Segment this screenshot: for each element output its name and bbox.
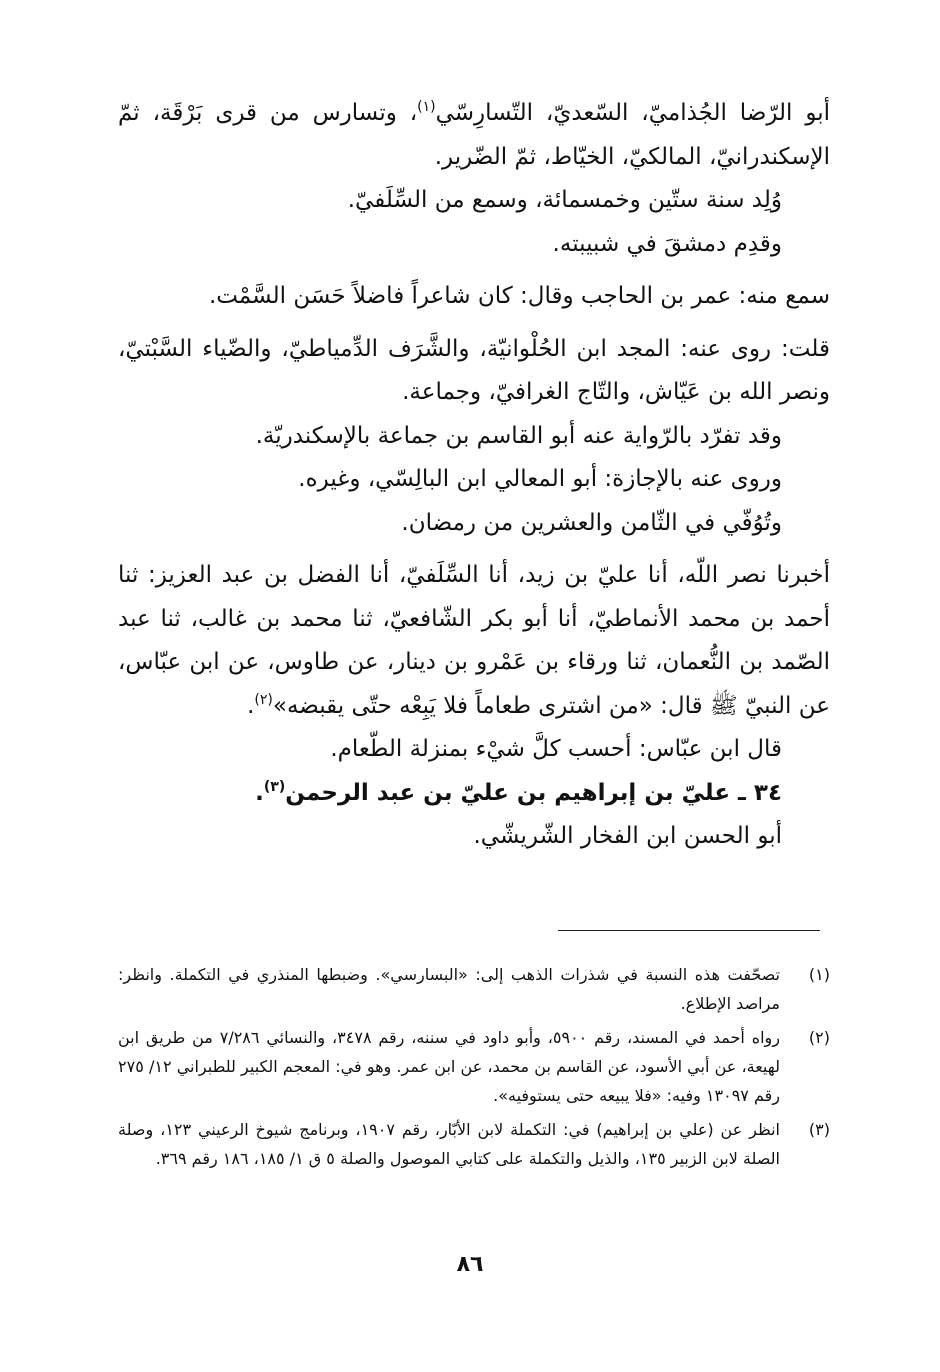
- paragraph-biography-names: أبو الرّضا الجُذاميّ، السّعديّ، التّسارِسّي$^{(١)}$، وتسارس من قرى بَرْقَة، ثمّ الإسكندرانيّ، المالكيّ، الخيّاط، ثمّ الضّرير.: [118, 99, 830, 170]
- paragraph-heard-from: سمع منه: عمر بن الحاجب وقال: كان شاعراً فاضلاً حَسَن السَّمْت.: [208, 283, 830, 309]
- footnote-text: انظر عن (علي بن إبراهيم) في: التكملة لابن الأبّار، رقم ١٩٠٧، وبرنامج شيوخ الرعيني ١٢٣، وصلة الصلة لابن الزبير ١٣٥، والذيل والتكملة على كتابي الموصول والصلة ٥ ق ١/ ١٨٥، ١٨٦ رقم ٣٦٩.: [118, 1120, 781, 1168]
- footnote-text: تصحّفت هذه النسبة في شذرات الذهب إلى: «البسارسي». وضبطها المنذري في التكملة. وانظر: مراصد الإطلاع.: [118, 965, 780, 1013]
- entry-heading: ٣٤ ـ عليّ بن إبراهيم بن عليّ بن عبد الرحمن$^{(٣)}$.: [255, 778, 782, 806]
- footnote-ref-2[interactable]: (٢): [254, 691, 273, 708]
- paragraph-birth: وُلِد سنة ستّين وخمسمائة، وسمع من السِّلَفيّ.: [347, 187, 782, 213]
- footnote-number: (٢): [808, 1028, 830, 1047]
- footnote-ref-1[interactable]: (١): [417, 99, 436, 115]
- paragraph-unique-narration: وقد تفرّد بالرّواية عنه أبو القاسم بن جماعة بالإسكندريّة.: [255, 422, 782, 449]
- paragraph-damascus: وقدِم دمشقَ في شبيبته.: [552, 230, 782, 257]
- footnote-number: (٣): [808, 1120, 830, 1139]
- footnotes: [118, 960, 830, 1178]
- main-text: [118, 92, 830, 859]
- footnote-3: [118, 1115, 830, 1173]
- paragraph-narrators: قلت: روى عنه: المجد ابن الحُلْوانيّة، والشَّرَف الدِّمياطيّ، والضّياء السَّبْتيّ، ونصر الله بن عَيّاش، والتّاج الغرافيّ، وجماعة.: [118, 335, 830, 405]
- paragraph-death: وتُوُفّي في الثّامن والعشرين من رمضان.: [401, 509, 782, 536]
- footnote-number: (١): [808, 965, 830, 984]
- paragraph-hadith-isnad: أخبرنا نصر اللّه، أنا عليّ بن زيد، أنا السِّلَفيّ، أنا الفضل بن عبد العزيز: ثنا أحمد بن محمد الأنماطيّ، أنا أبو بكر الشّافعيّ، ثنا محمد بن غالب، ثنا عبد الصّمد بن النُّعمان، ثنا ورقاء بن عَمْرو بن دينار، عن طاوس، عن ابن عبّاس، عن النبيّ ﷺ قال: «من اشترى طعاماً فلا يَبِعْه حتّى يقبضه»$^{(٢)}$.: [118, 562, 830, 719]
- footnote-1: [118, 960, 830, 1018]
- footnote-text: رواه أحمد في المسند، رقم ٥٩٠٠، وأبو داود في سننه، رقم ٣٤٧٨، والنسائي ٧/٢٨٦ من طريق ابن لهيعة، عن أبي الأسود، عن القاسم بن محمد، عن ابن عمر. وهو في: المعجم الكبير للطبراني ١٢/ ٢٧٥ رقم ١٣٠٩٧ وفيه: «فلا يبيعه حتى يستوفيه».: [118, 1028, 781, 1105]
- page-number: ٨٦: [456, 1252, 484, 1277]
- paragraph-ijaza: وروى عنه بالإجازة: أبو المعالي ابن البالِسّي، وغيره.: [298, 466, 782, 492]
- footnote-2: [118, 1023, 830, 1110]
- paragraph-kunya: أبو الحسن ابن الفخار الشّريشّي.: [473, 823, 782, 849]
- paragraph-ibn-abbas-saying: قال ابن عبّاس: أحسب كلَّ شيْء بمنزلة الطّعام.: [330, 736, 782, 762]
- footnote-separator: [558, 930, 820, 931]
- footnote-ref-3[interactable]: (٣): [263, 778, 286, 795]
